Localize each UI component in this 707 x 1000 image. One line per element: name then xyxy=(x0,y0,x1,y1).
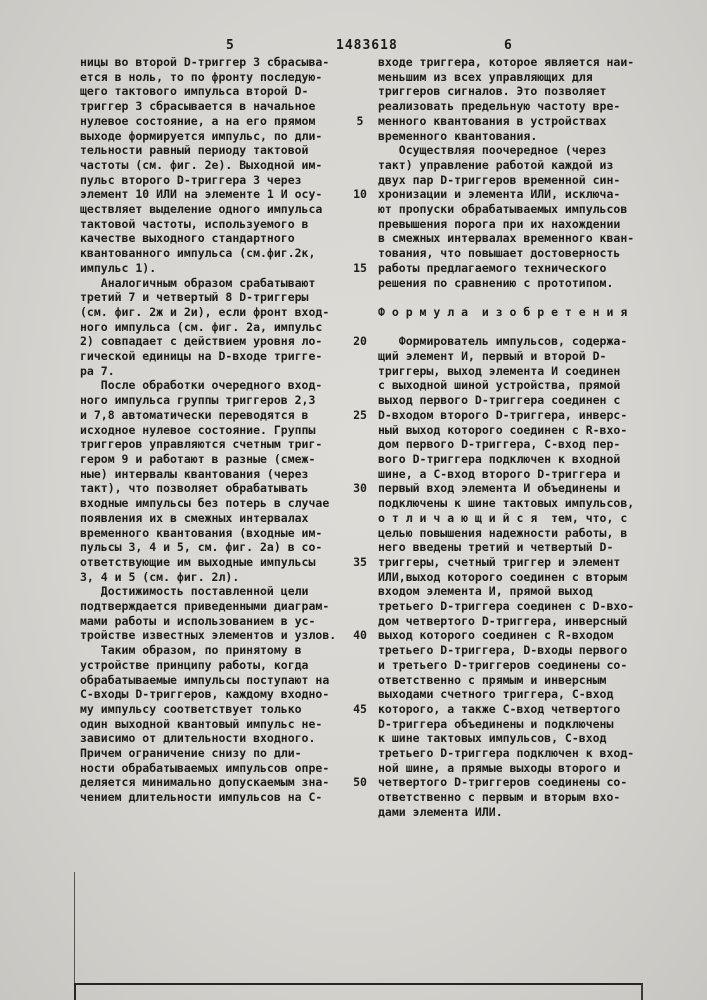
left-column-text: ницы во второй D-триггер 3 сбрасыва- ется в ноль, то по фронту последую- щего тактового импульса второй D- триггер 3 сбрасывается в начальное нулевое состояние, а на его прямом выходе формируется импульс, по дли- тельности равный периоду тактовой частоты (см. фиг. 2е). Выходной им- пульс второго D-триггера 3 через элемент 10 ИЛИ на элементе 1 И осу- ществляет выделение одного импульса тактовой частоты, используемого в качестве выходного стандартного квантованного импульса (см.фиг.2к, импульс 1). Аналогичным образом срабатывают третий 7 и четвертый 8 D-триггеры (см. фиг. 2ж и 2и), если фронт вход- ного импульса (см. фиг. 2а, импульс 2) совпадает с действием уровня ло- гической единицы на D-входе тригге- ра 7. После обработки очередного вход- ного импульса группы триггеров 2,3 и 7,8 автоматически переводятся в исходное нулевое состояние. Группы триггеров управляются счетным триг- гером 9 и работают в разные (смеж- ные) интервалы квантования (через такт), что позволяет обрабатывать входные импульсы без потерь в случае появления их в смежных интервалах временного квантования (входные им- пульсы 3, 4 и 5, см. фиг. 2а) в со- ответствующие им выходные импульсы 3, 4 и 5 (см. фиг. 2л). Достижимость поставленной цели подтверждается приведенными диаграм- мами работы и использованием в ус- тройстве известных элементов и узлов. Таким образом, по принятому в устройстве принципу работы, когда обрабатываемые импульсы поступают на С-входы D-триггеров, каждому входно- му импульсу соответствует только один выходной квантовый импульс не- зависимо от длительности входного. Причем ограничение снизу по дли- ности обрабатываемых импульсов опре- деляется минимально допускаемым зна- чением длительности импульсов на С- xyxy=(80,55,337,805)
next-sheet-frame-line xyxy=(74,983,643,1000)
gutter-line-number: 35 xyxy=(353,554,367,569)
gutter-line-number: 50 xyxy=(353,775,367,790)
patent-number: 1483618 xyxy=(336,38,398,53)
page-number-left: 5 xyxy=(226,38,235,53)
gutter-line-number: 10 xyxy=(353,187,367,202)
gutter-line-number: 40 xyxy=(353,628,367,643)
gutter-line-number: 5 xyxy=(356,113,364,128)
gutter-line-number: 45 xyxy=(353,701,367,716)
gutter-line-number: 30 xyxy=(353,481,367,496)
page-edge-mark xyxy=(74,872,75,983)
gutter-line-number: 25 xyxy=(353,407,367,422)
gutter-line-number: 20 xyxy=(353,334,367,349)
gutter-line-number: 15 xyxy=(353,260,367,275)
page-number-right: 6 xyxy=(504,38,513,53)
line-number-gutter xyxy=(342,55,378,815)
right-column-text: входе триггера, которое является наи- меньшим из всех управляющих для триггеров сигналов. Это позволяет реализовать предельную частоту вре- менного квантования в устройствах временного квантования. Осуществляя поочередное (через такт) управление работой каждой из двух пар D-триггеров временной син- хронизации и элемента ИЛИ, исключа- ют пропуски обрабатываемых импульсов превышения порога при их нахождении в смежных интервалах временного кван- тования, что повышает достоверность работы предлагаемого технического решения по сравнению с прототипом. Ф о р м у л а и з о б р е т е н и я Формирователь импульсов, содержа- щий элемент И, первый и второй D- триггеры, выход элемента И соединен с выходной шиной устройства, прямой выход первого D-триггера соединен с D-входом второго D-триггера, инверс- ный выход которого соединен с R-вхо- дом первого D-триггера, С-вход пер- вого D-триггера подключен к входной шине, а С-вход второго D-триггера и первый вход элемента И объединены и подключены к шине тактовых импульсов, о т л и ч а ю щ и й с я тем, что, с целью повышения надежности работы, в него введены третий и четвертый D- триггеры, счетный триггер и элемент ИЛИ,выход которого соединен с вторым входом элемента И, прямой выход третьего D-триггера соединен с D-вхо- дом четвертого D-триггера, инверсный выход которого соединен с R-входом третьего D-триггера, D-входы первого и третьего D-триггеров соединены со- ответственно с прямым и инверсным выходами счетного триггера, С-вход которого, а также С-вход четвертого D-триггера объединены и подключены к шине тактовых импульсов, С-вход третьего D-триггера подключен к вход- ной шине, а прямые выходы второго и четвертого D-триггеров соединены со- ответственно с первым и вторым вхо- дами элемента ИЛИ. xyxy=(378,55,635,819)
text-columns xyxy=(80,55,646,820)
